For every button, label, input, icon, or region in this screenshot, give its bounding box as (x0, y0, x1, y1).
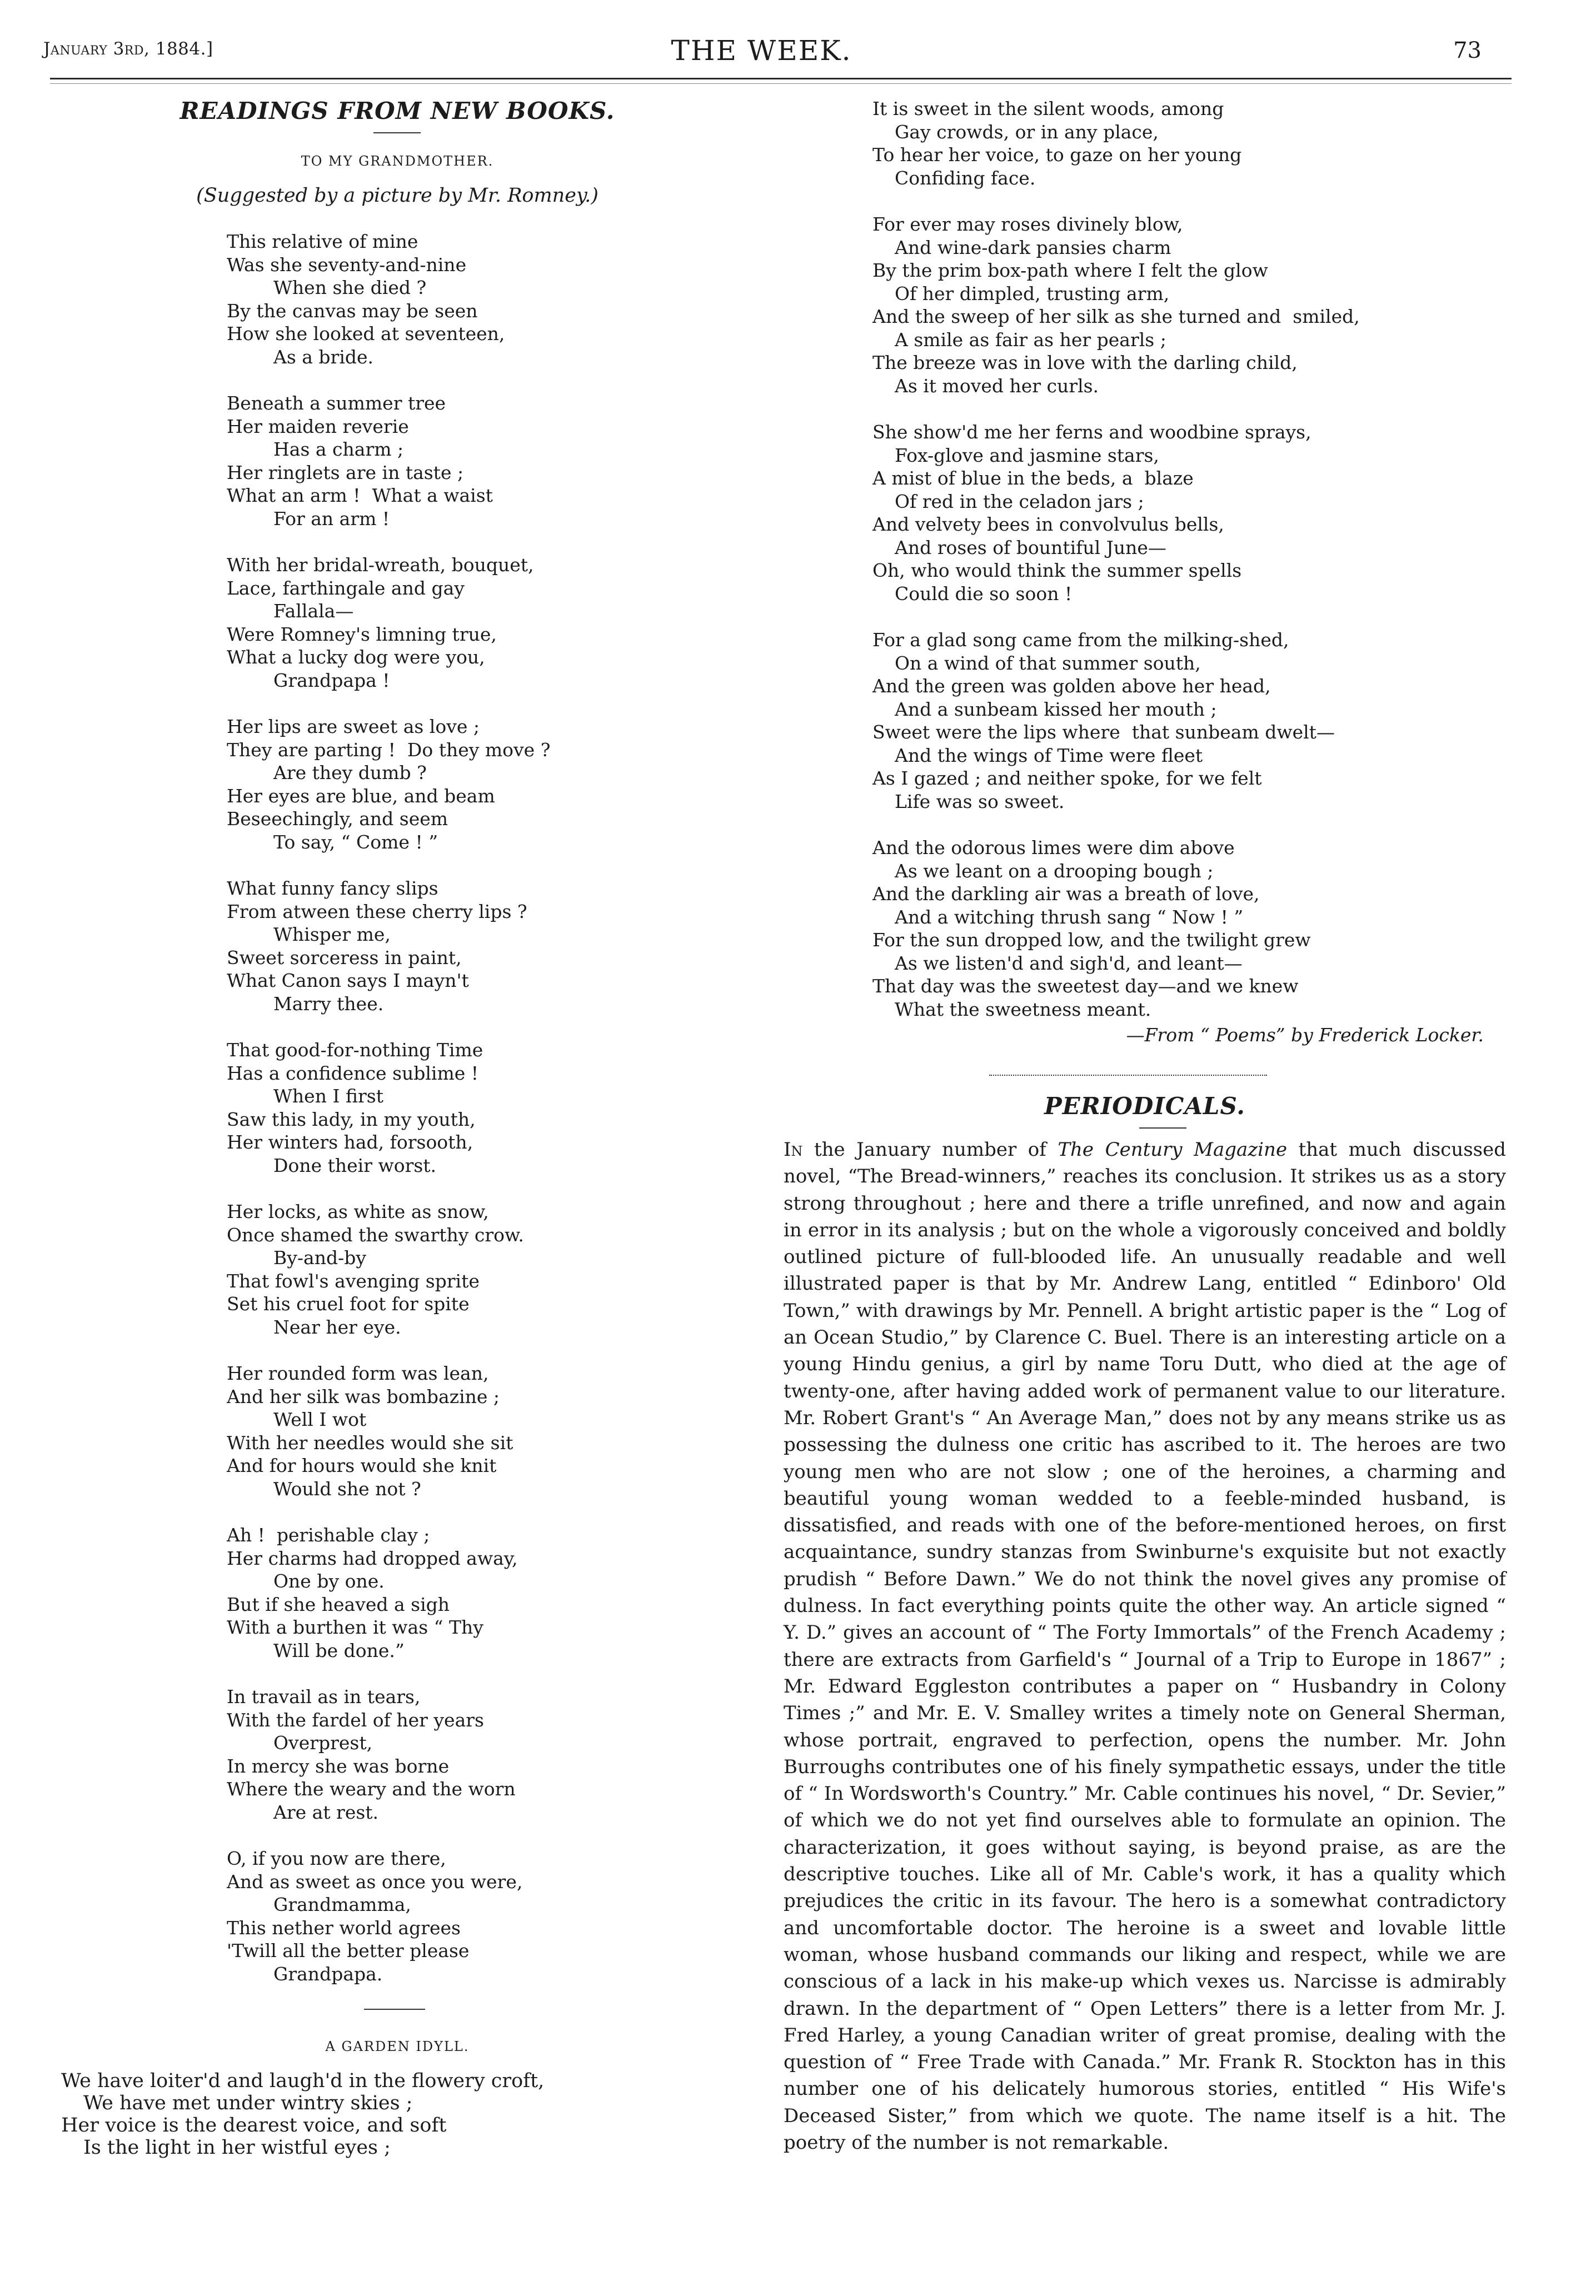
verse-line: Saw this lady, in my youth, (227, 1108, 476, 1130)
verse-line: Beneath a summer tree (227, 392, 446, 414)
verse-line: A smile as fair as her pearls ; (895, 328, 1166, 351)
publication-title: THE WEEK. (671, 34, 852, 67)
verse-line: What a lucky dog were you, (227, 646, 485, 668)
poem-divider (364, 2009, 425, 2010)
section-title-readings: READINGS FROM NEW BOOKS. (179, 97, 615, 124)
verse-line: By the prim box-path where I felt the glow (872, 259, 1268, 281)
verse-line: How she looked at seventeen, (227, 323, 505, 345)
verse-line: Could die so soon ! (895, 582, 1073, 605)
verse-line: O, if you now are there, (227, 1848, 446, 1869)
verse-line: Was she seventy-and-nine (227, 253, 467, 276)
verse-line: And her silk was bombazine ; (227, 1385, 500, 1407)
article-body: that much discussed novel, “The Bread-winners,” reaches its conclusion. It strikes us as a story strong throughout ; here and there a trifle unrefined, and now and again in error in its analysis ; but on the whole a vigorously conceived and boldly outlined picture of full-blooded life. An unusually readable and well illustrated paper is that by Mr. Andrew Lang, entitled “ Edinboro' Old Town,” with drawings by Mr. Pennell. A bright artistic paper is the “ Log of an Ocean Studio,” by Clarence C. Buel. There is an interesting article on a young Hindu genius, a girl by name Toru Dutt, who died at the age of twenty-one, after having added work of permanent value to our literature. Mr. Robert Grant's “ An Average Man,” does not by any means strike us as possessing the dulness one critic has ascribed to it. The heroes are two young men who are not slow ; one of the heroines, a charming and beautiful young woman wedded to a feeble-minded husband, is dissatisfied, and reads with one of the before-mentioned heroes, on first acquaintance, sundry stanzas from Swinburne's exquisite but not exactly prudish “ Before Dawn.” We do not think the novel gives any promise of dulness. In fact everything points quite the other way. An article signed “ Y. D.” gives an account of “ The Forty Immortals” of the French Academy ; there are extracts from Garfield's “ Journal of a Trip to Europe in 1867” ; Mr. Edward Eggleston contributes a paper on “ Husbandry in Colony Times ;” and Mr. E. V. Smalley writes a timely note on General Sherman, whose portrait, engraved to perfection, opens the number. Mr. John Burroughs contributes one of his finely sympathetic essays, under the title of “ In Wordsworth's Country.” Mr. Cable continues his novel, “ Dr. Sevier,” of which we do not yet find ourselves able to formulate an opinion. The characterization, it goes without saying, is beyond praise, as are the descriptive touches. Like all of Mr. Cable's work, it has a quality which prejudices the critic in its favour. The hero is a somewhat contradictory and uncomfortable doctor. The heroine is a sweet and lovable little woman, whose husband commands our liking and respect, while we are conscious of a lack in his make-up which vexes us. Narcisse is admirably drawn. In the department of “ Open Letters” there is a letter from Mr. J. Fred Harley, a young Canadian writer of great promise, dealing with the question of “ Free Trade with Canada.” Mr. Frank R. Stockton has in this number one of his delicately humorous stories, entitled “ His Wife's Deceased Sister,” from which we quote. The name itself is a hit. The poetry of the number is not remarkable. (784, 1139, 1507, 2154)
verse-line: Gay crowds, or in any place, (895, 121, 1159, 143)
verse-line: And the sweep of her silk as she turned and smiled, (872, 306, 1360, 327)
verse-line: Are at rest. (273, 1801, 379, 1823)
stanza (872, 213, 1506, 397)
verse-line: Sweet sorceress in paint, (227, 946, 462, 969)
verse-line: And the green was golden above her head, (872, 675, 1271, 697)
verse-line: As we listen'd and sigh'd, and leant— (895, 952, 1243, 974)
verse-line: From atween these cherry lips ? (227, 900, 527, 922)
stanza (227, 715, 784, 853)
verse-line: As it moved her curls. (895, 375, 1099, 397)
verse-line: This nether world agrees (227, 1916, 461, 1939)
verse-line: And the odorous limes were dim above (872, 837, 1235, 858)
verse-line: Would she not ? (273, 1478, 421, 1500)
verse-line: Set his cruel foot for spite (227, 1293, 470, 1315)
stanza (227, 1362, 784, 1500)
verse-line: That fowl's avenging sprite (227, 1270, 480, 1292)
verse-line: Her voice is the dearest voice, and soft (61, 2114, 447, 2137)
verse-line: 'Twill all the better please (227, 1940, 470, 1961)
verse-line: One by one. (273, 1570, 385, 1592)
verse-line: As we leant on a drooping bough ; (895, 860, 1214, 882)
verse-line: What the sweetness meant. (895, 998, 1151, 1020)
verse-line: That good-for-nothing Time (227, 1039, 483, 1061)
verse-line: They are parting ! Do they move ? (227, 738, 551, 761)
verse-line: Has a confidence sublime ! (227, 1062, 479, 1084)
verse-line: Of red in the celadon jars ; (895, 490, 1144, 512)
verse-line: Lace, farthingale and gay (227, 577, 465, 599)
verse-line: Confiding face. (895, 167, 1036, 189)
verse-line: What an arm ! What a waist (227, 485, 493, 506)
verse-line: We have loiter'd and laugh'd in the flowery croft, (61, 2070, 545, 2092)
verse-line: That day was the sweetest day—and we knew (872, 975, 1299, 997)
verse-line: And roses of bountiful June— (895, 536, 1166, 558)
verse-line: Her maiden reverie (227, 415, 409, 437)
verse-line: Where the weary and the worn (227, 1778, 516, 1800)
verse-line: Overprest, (273, 1732, 373, 1754)
verse-line: As I gazed ; and neither spoke, for we felt (872, 767, 1262, 789)
verse-line: For a glad song came from the milking-shed, (872, 629, 1289, 651)
verse-line: Her ringlets are in taste ; (227, 461, 464, 483)
verse-line: Beseechingly, and seem (227, 808, 448, 830)
stanza (227, 392, 784, 530)
stanza (872, 421, 1506, 605)
verse-line: And as sweet as once you were, (227, 1870, 523, 1893)
verse-line: But if she heaved a sigh (227, 1593, 450, 1615)
stanza (872, 628, 1506, 813)
verse-line: And the wings of Time were fleet (895, 744, 1203, 766)
verse-line: Has a charm ; (273, 438, 404, 460)
verse-line: Well I wot (273, 1409, 367, 1430)
verse-line: For an arm ! (273, 507, 390, 530)
verse-line: Her rounded form was lean, (227, 1362, 489, 1384)
verse-line: With her needles would she sit (227, 1431, 513, 1454)
verse-line: Were Romney's limning true, (227, 623, 497, 645)
verse-line: Done their worst. (273, 1154, 437, 1176)
periodicals-title-rule (1139, 1127, 1186, 1129)
left-column (61, 97, 784, 2159)
article-intro: the January number of (802, 1139, 1058, 1161)
verse-line: By-and-by (273, 1247, 367, 1269)
verse-line: Her lips are sweet as love ; (227, 716, 480, 737)
verse-line: And velvety bees in convolvulus bells, (872, 513, 1224, 535)
drop-cap: In (784, 1139, 803, 1161)
poem-title-garden-idyll: A GARDEN IDYLL. (325, 2039, 470, 2054)
verse-line: Marry thee. (273, 992, 384, 1015)
verse-line: This relative of mine (227, 231, 418, 252)
verse-line: Grandpapa. (273, 1963, 383, 1985)
verse-line: It is sweet in the silent woods, among (872, 98, 1224, 119)
stanza (227, 1524, 784, 1662)
verse-line: With her bridal-wreath, bouquet, (227, 554, 534, 576)
verse-line: Ah ! perishable clay ; (227, 1524, 430, 1546)
stanza (872, 97, 1506, 189)
verse-line: Whisper me, (273, 924, 391, 945)
verse-line: Is the light in her wistful eyes ; (83, 2137, 391, 2159)
verse-line: To say, “ Come ! ” (273, 831, 438, 853)
poem-attribution: —From “ Poems” by Frederick Locker. (1126, 1024, 1484, 1046)
masthead (39, 34, 1484, 68)
verse-line: Of her dimpled, trusting arm, (895, 282, 1170, 305)
verse-line: Her locks, as white as snow, (227, 1201, 489, 1222)
right-column (784, 97, 1506, 2156)
verse-line: When I first (273, 1085, 383, 1107)
verse-line: With the fardel of her years (227, 1709, 484, 1731)
verse-line: And for hours would she knit (227, 1455, 497, 1476)
title-rule (373, 132, 421, 133)
verse-line: For the sun dropped low, and the twilight grew (872, 929, 1311, 951)
verse-line: And a sunbeam kissed her mouth ; (895, 698, 1217, 720)
poem-subtitle: (Suggested by a picture by Mr. Romney.) (196, 184, 598, 207)
verse-line: And a witching thrush sang “ Now ! ” (895, 906, 1244, 928)
verse-line: Will be done.” (273, 1639, 405, 1661)
masthead-rule-thin (50, 83, 1512, 84)
garden-idyll-continued (784, 97, 1506, 1021)
verse-line: And wine-dark pansies charm (895, 236, 1171, 258)
verse-line: What Canon says I mayn't (227, 970, 469, 991)
verse-line: Oh, who would think the summer spells (872, 560, 1242, 581)
verse-line: And the darkling air was a breath of love, (872, 883, 1260, 905)
verse-line: Near her eye. (273, 1316, 401, 1338)
verse-line: Once shamed the swarthy crow. (227, 1224, 524, 1246)
verse-line: Life was so sweet. (895, 790, 1065, 812)
poem-to-my-grandmother (128, 230, 784, 1985)
verse-line: To hear her voice, to gaze on her young (872, 144, 1242, 166)
stanza (227, 877, 784, 1015)
verse-line: Fallala— (273, 600, 354, 622)
verse-line: She show'd me her ferns and woodbine sprays, (872, 421, 1311, 443)
verse-line: Her eyes are blue, and beam (227, 785, 495, 807)
verse-line: In travail as in tears, (227, 1686, 421, 1708)
verse-line: Her charms had dropped away, (227, 1547, 518, 1569)
verse-line: Grandmamma, (273, 1894, 411, 1915)
verse-line: With a burthen it was “ Thy (227, 1616, 483, 1638)
dotted-divider (989, 1075, 1267, 1076)
garden-idyll-opening (61, 2070, 784, 2159)
verse-line: Fox-glove and jasmine stars, (895, 444, 1159, 466)
stanza (227, 1039, 784, 1177)
verse-line: When she died ? (273, 277, 427, 298)
section-title-periodicals: PERIODICALS. (1044, 1092, 1245, 1120)
verse-line: Sweet were the lips where that sunbeam dwelt— (872, 721, 1335, 743)
stanza (227, 1685, 784, 1824)
stanza (227, 1200, 784, 1339)
verse-line: By the canvas may be seen (227, 300, 478, 322)
verse-line: In mercy she was borne (227, 1755, 450, 1777)
verse-line: As a bride. (273, 346, 374, 368)
verse-line: Are they dumb ? (273, 762, 427, 783)
stanza (61, 2070, 784, 2159)
issue-date: January 3rd, 1884.] (43, 39, 213, 59)
verse-line: For ever may roses divinely blow, (872, 213, 1183, 235)
verse-line: We have met under wintry skies ; (83, 2092, 413, 2114)
stanza (872, 836, 1506, 1021)
verse-line: The breeze was in love with the darling child, (872, 352, 1298, 373)
verse-line: On a wind of that summer south, (895, 652, 1201, 674)
stanza (227, 553, 784, 692)
verse-line: What funny fancy slips (227, 877, 438, 899)
stanza (227, 230, 784, 368)
stanza (227, 1847, 784, 1985)
page-number: 73 (1453, 38, 1482, 63)
verse-line: Her winters had, forsooth, (227, 1131, 473, 1153)
poem-title-grandmother: TO MY GRANDMOTHER. (301, 153, 494, 169)
periodicals-article (784, 1136, 1506, 2156)
verse-line: Grandpapa ! (273, 669, 390, 691)
magazine-title: The Century Magazine (1058, 1139, 1288, 1161)
masthead-rule (50, 78, 1512, 79)
verse-line: A mist of blue in the beds, a blaze (872, 467, 1194, 489)
